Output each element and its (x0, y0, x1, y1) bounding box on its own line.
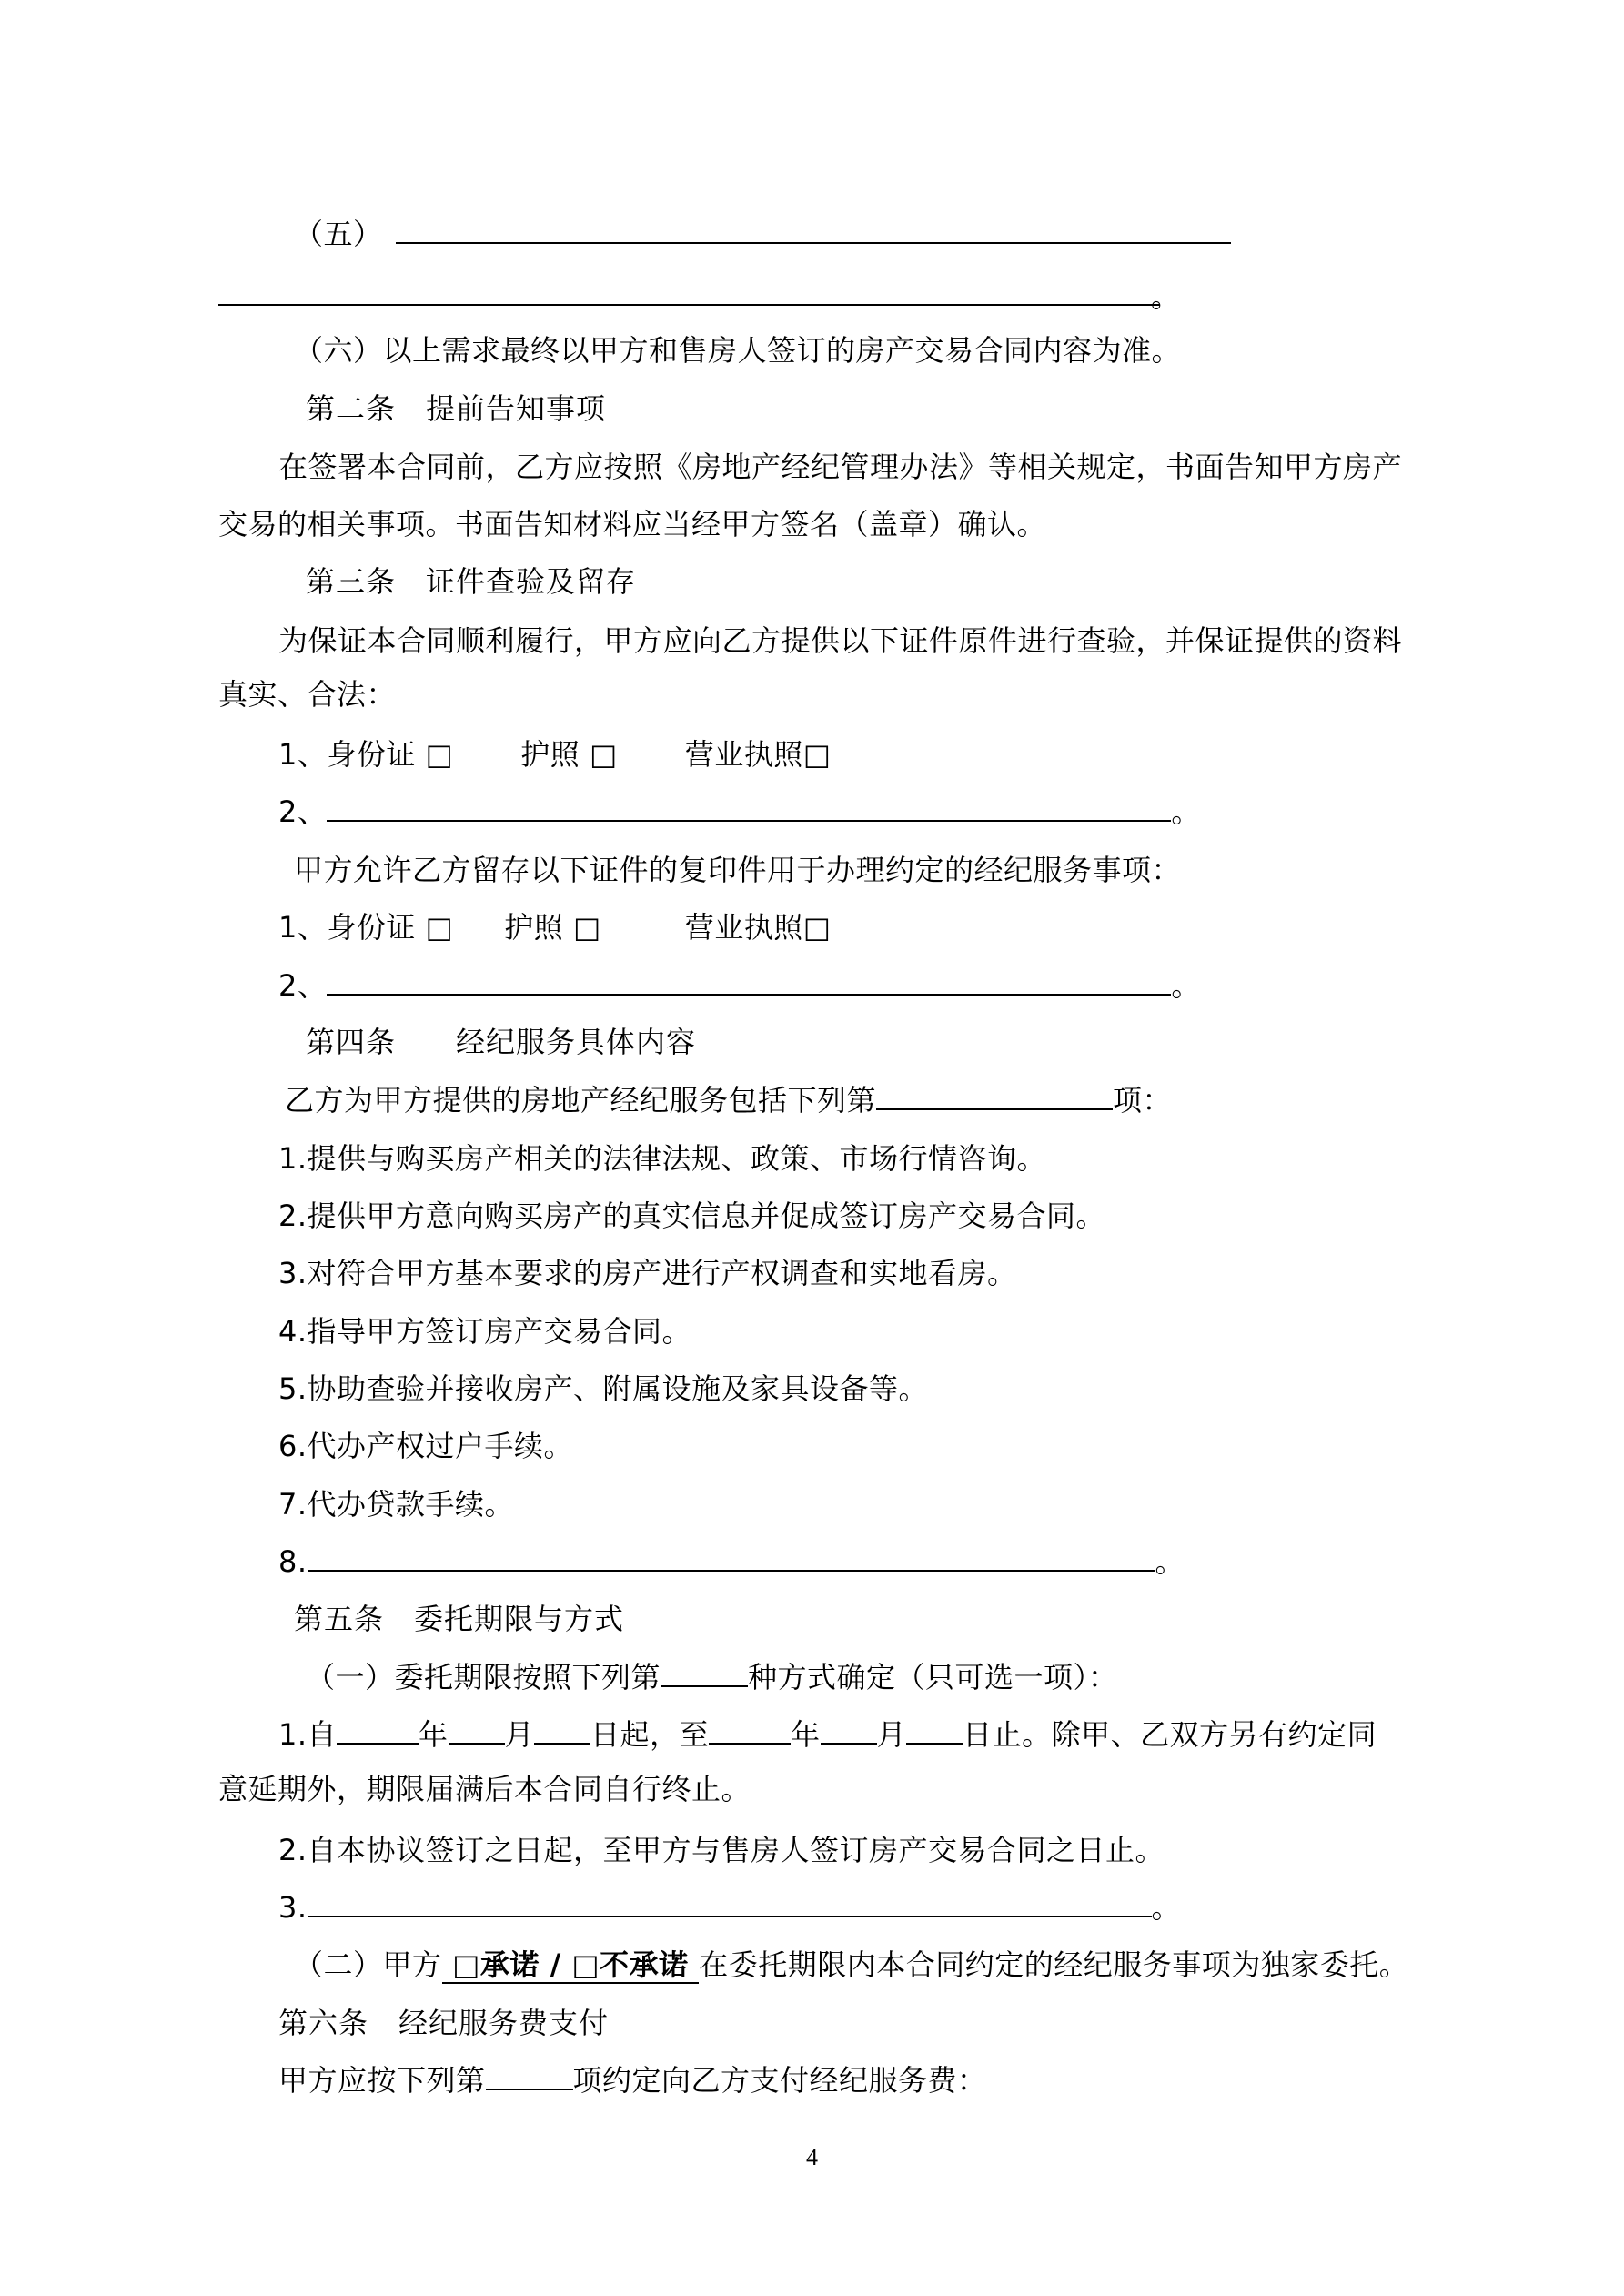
blank-field[interactable] (308, 1542, 1155, 1572)
blank-field[interactable] (876, 1081, 1113, 1110)
article-2-para-line1: 在签署本合同前，乙方应按照《房地产经纪管理办法》等相关规定，书面告知甲方房产 (278, 450, 1403, 484)
article-4-intro: 乙方为甲方提供的房地产经纪服务包括下列第 项： (285, 1083, 1173, 1118)
service-item-3: 3.对符合甲方基本要求的房产进行产权调查和实地看房。 (278, 1256, 1017, 1290)
page-number: 4 (806, 2144, 818, 2170)
blank-field[interactable] (218, 304, 1160, 306)
blank-field[interactable] (534, 1715, 590, 1745)
blank-field[interactable] (906, 1715, 963, 1745)
checkbox-idcard[interactable]: 1、身份证 □ (278, 910, 454, 945)
article-5-heading: 第五条 委托期限与方式 (294, 1602, 625, 1636)
term-option-1-cont: 意延期外，期限届满后本合同自行终止。 (218, 1772, 751, 1806)
article-3-para-line2: 真实、合法： (218, 677, 397, 712)
service-item-5: 5.协助查验并接收房产、附属设施及家具设备等。 (278, 1371, 929, 1406)
article-3-heading: 第三条 证件查验及留存 (306, 564, 637, 599)
blank-field[interactable] (327, 966, 1171, 996)
service-item-6: 6.代办产权过户手续。 (278, 1429, 574, 1463)
documents-checklist-1 (278, 735, 831, 774)
blank-field[interactable] (709, 1715, 791, 1745)
checkbox-idcard[interactable]: 1、身份证 □ (278, 737, 454, 772)
checkbox-passport[interactable]: 护照 □ (504, 910, 601, 945)
blank-field[interactable] (449, 1715, 505, 1745)
blank-field[interactable] (661, 1658, 748, 1687)
documents-other-1: 2、 。 (278, 794, 1201, 829)
term-option-3: 3. 。 (278, 1890, 1182, 1925)
service-item-4: 4.指导甲方签订房产交易合同。 (278, 1314, 692, 1349)
article-2-heading: 第二条 提前告知事项 (306, 391, 607, 426)
blank-field[interactable] (327, 793, 1171, 822)
period-mark: 。 (1151, 279, 1181, 314)
blank-field[interactable] (308, 1888, 1152, 1917)
article-6-intro: 甲方应按下列第 项约定向乙方支付经纪服务费： (278, 2063, 987, 2098)
documents-checklist-2 (278, 908, 831, 946)
copies-intro: 甲方允许乙方留存以下证件的复印件用于办理约定的经纪服务事项： (294, 853, 1182, 887)
checkbox-license[interactable]: 营业执照□ (684, 910, 832, 945)
term-option-1: 1.自 年 月 日起，至 年 月 日止。除甲、乙双方另有约定同 (278, 1717, 1377, 1752)
article-6-heading: 第六条 经纪服务费支付 (278, 2006, 610, 2040)
documents-other-2: 2、 。 (278, 968, 1201, 1003)
checkbox-passport[interactable]: 护照 □ (520, 737, 618, 772)
article-3-para-line1: 为保证本合同顺利履行，甲方应向乙方提供以下证件原件进行查验，并保证提供的资料 (278, 623, 1403, 658)
term-option-2: 2.自本协议签订之日起，至甲方与售房人签订房产交易合同之日止。 (278, 1833, 1165, 1867)
blank-field[interactable] (821, 1715, 877, 1745)
checkbox-license[interactable]: 营业执照□ (684, 737, 832, 772)
exclusive-choice[interactable]: □承诺 / □不承诺 (441, 1947, 700, 1982)
exclusive-clause: （二）甲方 □承诺 / □不承诺 在委托期限内本合同约定的经纪服务事项为独家委托。 (294, 1947, 1409, 1982)
service-item-7: 7.代办贷款手续。 (278, 1487, 515, 1522)
article-4-heading: 第四条 经纪服务具体内容 (306, 1025, 697, 1059)
service-item-8: 8. 。 (278, 1544, 1185, 1579)
blank-field[interactable] (486, 2061, 573, 2090)
item-5-line (294, 215, 1231, 253)
blank-field[interactable] (396, 215, 1231, 244)
item-6-text: （六）以上需求最终以甲方和售房人签订的房产交易合同内容为准。 (294, 333, 1182, 368)
term-method-intro: （一）委托期限按照下列第 种方式确定（只可选一项）： (306, 1660, 1118, 1694)
item-label: （五） (294, 217, 383, 251)
service-item-1: 1.提供与购买房产相关的法律法规、政策、市场行情咨询。 (278, 1141, 1047, 1176)
service-item-2: 2.提供甲方意向购买房产的真实信息并促成签订房产交易合同。 (278, 1199, 1106, 1233)
blank-field[interactable] (337, 1715, 419, 1745)
article-2-para-line2: 交易的相关事项。书面告知材料应当经甲方签名（盖章）确认。 (218, 507, 1047, 541)
